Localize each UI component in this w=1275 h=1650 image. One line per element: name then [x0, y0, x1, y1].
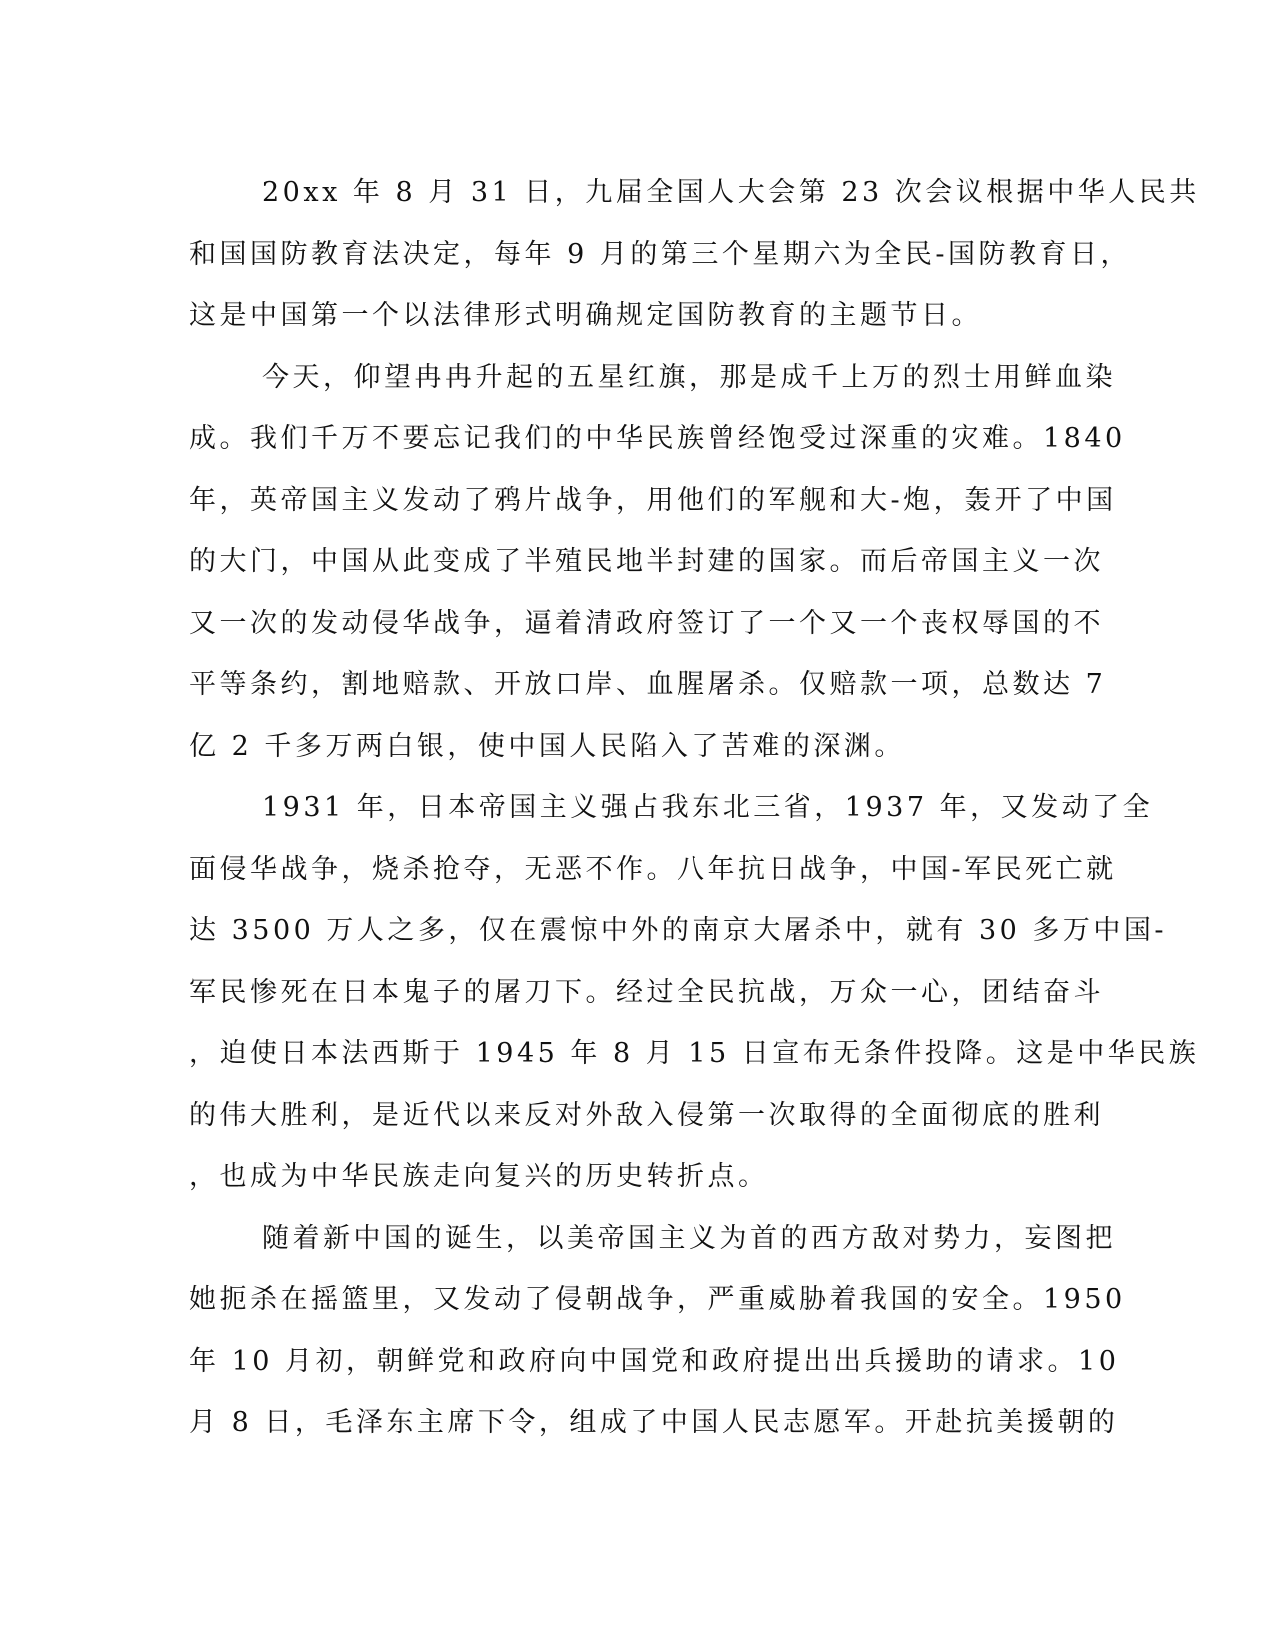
paragraph-2-line-5: 又一次的发动侵华战争，逼着清政府签订了一个又一个丧权辱国的不: [189, 607, 1104, 639]
paragraph-3-line-6: 的伟大胜利，是近代以来反对外敌入侵第一次取得的全面彻底的胜利: [189, 1099, 1104, 1131]
paragraph-4-line-2: 她扼杀在摇篮里，又发动了侵朝战争，严重威胁着我国的安全。1950: [189, 1284, 1126, 1315]
paragraph-3-line-3: 达 3500 万人之多，仅在震惊中外的南京大屠杀中，就有 30 多万中国-: [189, 915, 1168, 946]
paragraph-3-line-2: 面侵华战争，烧杀抢夺，无恶不作。八年抗日战争，中国-军民死亡就: [189, 853, 1117, 885]
paragraph-1-line-3: 这是中国第一个以法律形式明确规定国防教育的主题节日。: [189, 300, 982, 331]
body-text: [189, 162, 1200, 1454]
paragraph-2-line-3: 年，英帝国主义发动了鸦片战争，用他们的军舰和大-炮，轰开了中国: [189, 484, 1117, 516]
paragraph-1-line-2: 和国国防教育法决定，每年 9 月的第三个星期六为全民-国防教育日，: [189, 238, 1131, 270]
paragraph-4-line-3: 年 10 月初，朝鲜党和政府向中国党和政府提出出兵援助的请求。10: [189, 1345, 1120, 1377]
paragraph-3-line-1: 1931 年，日本帝国主义强占我东北三省，1937 年，又发动了全: [262, 792, 1154, 823]
paragraph-3-line-4: 军民惨死在日本鬼子的屠刀下。经过全民抗战，万众一心，团结奋斗: [189, 976, 1104, 1008]
paragraph-2-line-7: 亿 2 千多万两白银，使中国人民陷入了苦难的深渊。: [189, 730, 905, 762]
paragraph-4-line-4: 月 8 日，毛泽东主席下令，组成了中国人民志愿军。开赴抗美援朝的: [189, 1407, 1119, 1438]
paragraph-3-line-5: ，迫使日本法西斯于 1945 年 8 月 15 日宣布无条件投降。这是中华民族: [189, 1038, 1200, 1069]
paragraph-3-line-7: ，也成为中华民族走向复兴的历史转折点。: [189, 1161, 769, 1192]
paragraph-2-line-4: 的大门，中国从此变成了半殖民地半封建的国家。而后帝国主义一次: [189, 546, 1104, 577]
paragraph-2-line-1: 今天，仰望冉冉升起的五星红旗，那是成千上万的烈士用鲜血染: [262, 361, 1116, 393]
paragraph-1-line-1: 20xx 年 8 月 31 日，九届全国人大会第 23 次会议根据中华人民共: [262, 177, 1200, 208]
paragraph-4-line-1: 随着新中国的诞生，以美帝国主义为首的西方敌对势力，妄图把: [262, 1222, 1116, 1254]
paragraph-2-line-6: 平等条约，割地赔款、开放口岸、血腥屠杀。仅赔款一项，总数达 7: [189, 669, 1107, 700]
paragraph-2-line-2: 成。我们千万不要忘记我们的中华民族曾经饱受过深重的灾难。1840: [189, 423, 1126, 454]
